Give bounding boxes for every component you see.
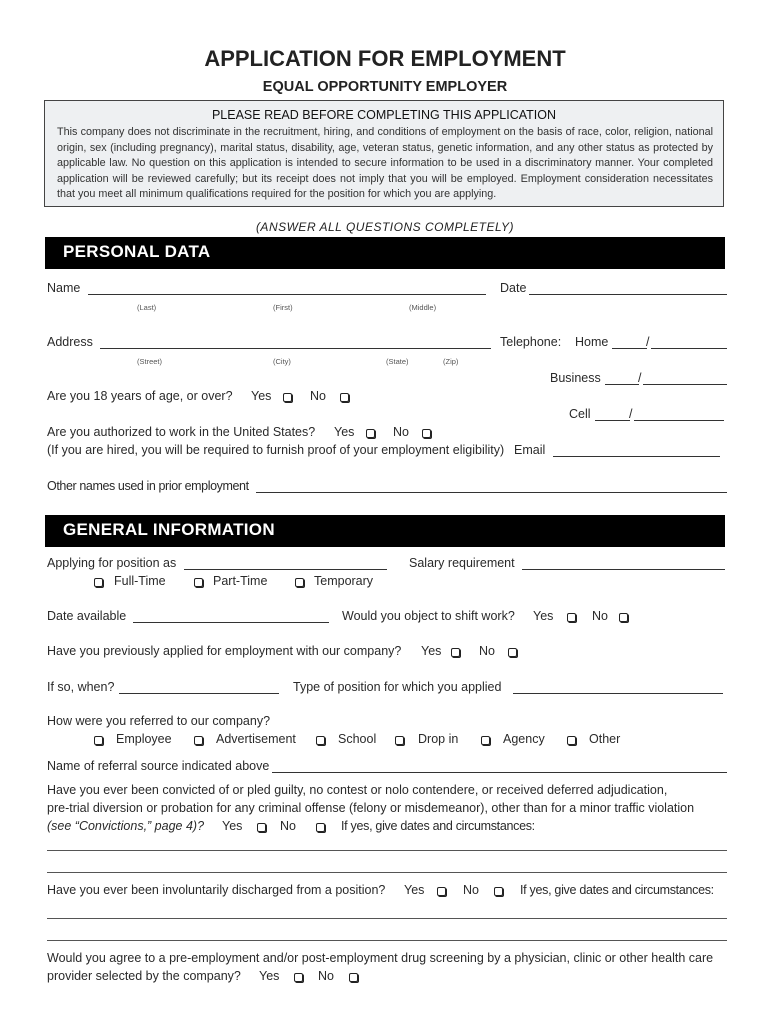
work-auth-yes-label: Yes <box>334 425 355 439</box>
referral-drop-in-checkbox[interactable] <box>395 732 404 750</box>
address-hint-state: (State) <box>386 357 409 366</box>
notice-body: This company does not discriminate in the recruitment, hiring, and conditions of employment on the basis of race, color, religion, national origin, sex (including pregnancy), marital status, disability, age, veteran status, genetic information, and any other status as protected by applicable law. No question on this application is intended to secure information to be used in a discriminatory manner. Your completed application will be reviewed carefully; but its receipt does not imply that you will be employed. Employment consideration necessitates that you meet all minimum qualifications required for the position for which you are applying. <box>57 126 713 201</box>
previous-yes-checkbox[interactable] <box>451 644 460 662</box>
referral-question: How were you referred to our company? <box>47 714 271 728</box>
referral-drop-in-label: Drop in <box>418 732 459 746</box>
address-hint-street: (Street) <box>137 357 163 366</box>
business-phone-field[interactable] <box>643 384 727 385</box>
other-names-label: Other names used in prior employment <box>47 479 249 493</box>
cell-area-code-field[interactable] <box>595 420 630 421</box>
home-area-code-field[interactable] <box>612 348 647 349</box>
page-subtitle: EQUAL OPPORTUNITY EMPLOYER <box>262 79 508 95</box>
drug-yes-checkbox[interactable] <box>294 969 303 987</box>
date-field[interactable] <box>529 294 727 295</box>
referral-employee-label: Employee <box>116 732 172 746</box>
discharge-yes-label: Yes <box>404 883 425 897</box>
age-question: Are you 18 years of age, or over? <box>47 389 233 403</box>
name-label: Name <box>47 281 81 295</box>
home-phone-label: Home <box>575 335 609 349</box>
drug-no-label: No <box>318 969 334 983</box>
personal-data-heading: PERSONAL DATA <box>63 242 211 261</box>
conviction-if-yes: If yes, give dates and circumstances: <box>341 819 535 833</box>
discharge-question: Have you ever been involuntarily discharged from a position? <box>47 883 386 897</box>
address-hint-city: (City) <box>273 357 291 366</box>
type-position-label: Type of position for which you applied <box>293 680 502 694</box>
shift-yes-label: Yes <box>533 609 554 623</box>
general-information-heading: GENERAL INFORMATION <box>63 520 275 539</box>
conviction-question-line2: pre-trial diversion or probation for any criminal offense (felony or misdemeanor), other than for a minor traffic violation <box>47 801 695 815</box>
conviction-no-label: No <box>280 819 296 833</box>
position-label: Applying for position as <box>47 556 177 570</box>
previous-no-checkbox[interactable] <box>508 644 517 662</box>
instruction-text: (ANSWER ALL QUESTIONS COMPLETELY) <box>255 220 515 234</box>
home-phone-field[interactable] <box>651 348 727 349</box>
work-auth-no-checkbox[interactable] <box>422 425 431 443</box>
name-hint-last: (Last) <box>137 303 157 312</box>
drug-yes-label: Yes <box>259 969 280 983</box>
work-auth-yes-checkbox[interactable] <box>366 425 375 443</box>
other-names-field[interactable] <box>256 492 727 493</box>
conviction-yes-checkbox[interactable] <box>257 819 266 837</box>
proof-note: (If you are hired, you will be required to furnish proof of your employment eligibility) <box>47 443 505 457</box>
temporary-label: Temporary <box>314 574 374 588</box>
notice-box <box>44 100 724 207</box>
address-label: Address <box>47 335 93 349</box>
address-field[interactable] <box>100 348 491 349</box>
full-time-label: Full-Time <box>114 574 166 588</box>
age-yes-checkbox[interactable] <box>283 389 292 407</box>
conviction-question-line1: Have you ever been convicted of or pled guilty, no contest or nolo contendere, or received deferred adjudication, <box>47 783 668 797</box>
age-no-checkbox[interactable] <box>340 389 349 407</box>
temporary-checkbox[interactable] <box>295 574 304 592</box>
date-available-label: Date available <box>47 609 127 623</box>
referral-school-label: School <box>338 732 377 746</box>
age-no-label: No <box>310 389 326 403</box>
when-field[interactable] <box>119 693 279 694</box>
discharge-details-line-1[interactable] <box>47 918 727 919</box>
cell-phone-field[interactable] <box>634 420 724 421</box>
name-field[interactable] <box>88 294 486 295</box>
cell-phone-sep: / <box>629 407 633 421</box>
drug-question-line2: provider selected by the company? <box>47 969 241 983</box>
cell-phone-label: Cell <box>569 407 591 421</box>
shift-no-label: No <box>592 609 608 623</box>
business-phone-sep: / <box>638 371 642 385</box>
telephone-label: Telephone: <box>500 335 562 349</box>
home-phone-sep: / <box>646 335 650 349</box>
salary-field[interactable] <box>522 569 725 570</box>
position-field[interactable] <box>184 569 387 570</box>
work-auth-question: Are you authorized to work in the United States? <box>47 425 316 439</box>
name-hint-first: (First) <box>273 303 293 312</box>
shift-question: Would you object to shift work? <box>342 609 515 623</box>
salary-label: Salary requirement <box>409 556 515 570</box>
referral-advertisement-label: Advertisement <box>216 732 296 746</box>
referral-source-label: Name of referral source indicated above <box>47 759 270 773</box>
discharge-yes-checkbox[interactable] <box>437 883 446 901</box>
email-field[interactable] <box>553 456 720 457</box>
full-time-checkbox[interactable] <box>94 574 103 592</box>
previous-no-label: No <box>479 644 495 658</box>
type-position-field[interactable] <box>513 693 723 694</box>
drug-question-line1: Would you agree to a pre-employment and/or post-employment drug screening by a physician, clinic or other health care <box>47 951 714 965</box>
referral-advertisement-checkbox[interactable] <box>194 732 203 750</box>
part-time-checkbox[interactable] <box>194 574 203 592</box>
date-label: Date <box>500 281 527 295</box>
discharge-details-line-2[interactable] <box>47 940 727 941</box>
business-phone-label: Business <box>550 371 601 385</box>
drug-no-checkbox[interactable] <box>349 969 358 987</box>
previous-yes-label: Yes <box>421 644 442 658</box>
page-title: APPLICATION FOR EMPLOYMENT <box>204 46 566 71</box>
conviction-details-line-1[interactable] <box>47 850 727 851</box>
age-yes-label: Yes <box>251 389 272 403</box>
referral-agency-label: Agency <box>503 732 545 746</box>
conviction-yes-label: Yes <box>222 819 243 833</box>
when-label: If so, when? <box>47 680 115 694</box>
email-label: Email <box>514 443 546 457</box>
referral-employee-checkbox[interactable] <box>94 732 103 750</box>
discharge-no-label: No <box>463 883 479 897</box>
conviction-details-line-2[interactable] <box>47 872 727 873</box>
conviction-no-checkbox[interactable] <box>316 819 325 837</box>
name-hint-middle: (Middle) <box>409 303 437 312</box>
address-hint-zip: (Zip) <box>443 357 459 366</box>
discharge-if-yes: If yes, give dates and circumstances: <box>520 883 714 897</box>
work-auth-no-label: No <box>393 425 409 439</box>
referral-other-label: Other <box>589 732 621 746</box>
part-time-label: Part-Time <box>213 574 268 588</box>
referral-other-checkbox[interactable] <box>567 732 576 750</box>
referral-source-field[interactable] <box>272 772 727 773</box>
shift-yes-checkbox[interactable] <box>567 609 576 627</box>
referral-school-checkbox[interactable] <box>316 732 325 750</box>
date-available-field[interactable] <box>133 622 329 623</box>
personal-data-band <box>45 237 725 269</box>
shift-no-checkbox[interactable] <box>619 609 628 627</box>
referral-agency-checkbox[interactable] <box>481 732 490 750</box>
notice-heading: PLEASE READ BEFORE COMPLETING THIS APPLICATION <box>211 108 557 122</box>
previous-application-question: Have you previously applied for employment with our company? <box>47 644 402 658</box>
discharge-no-checkbox[interactable] <box>494 883 503 901</box>
conviction-reference: (see “Convictions,” page 4)? <box>47 819 205 833</box>
general-information-band <box>45 515 725 547</box>
business-area-code-field[interactable] <box>605 384 639 385</box>
